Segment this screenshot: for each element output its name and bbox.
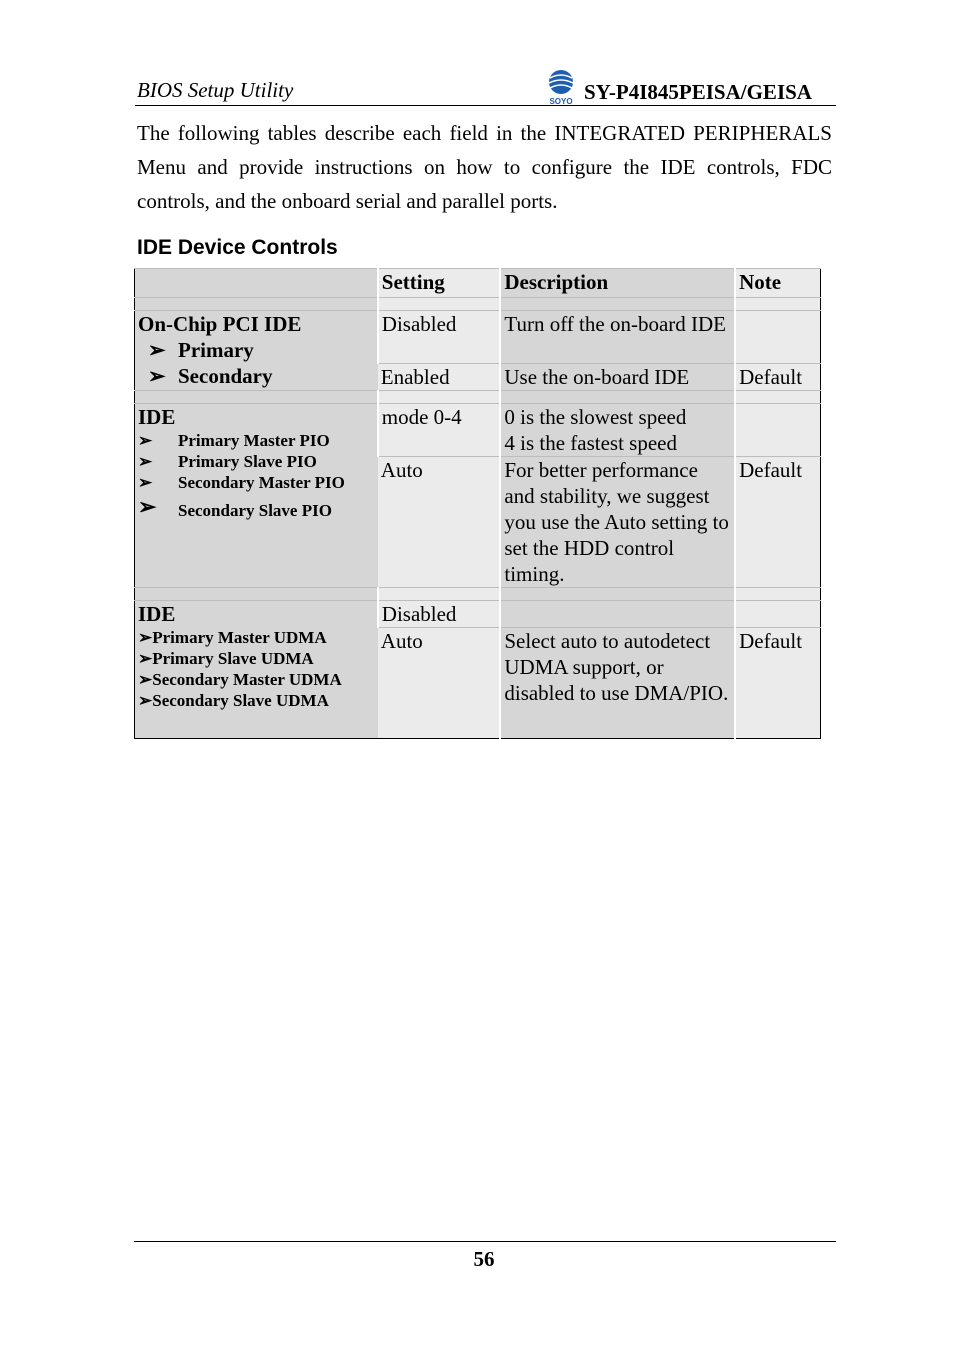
description-cell: For better performance and stability, we suggest you use the Auto setting to set the HDD control timing. xyxy=(500,457,735,588)
table-row xyxy=(135,311,821,364)
setting-cell: Enabled xyxy=(378,364,501,391)
table-row xyxy=(135,601,821,628)
setting-cell: Disabled xyxy=(378,311,501,364)
arrow-icon: ➢ xyxy=(138,649,153,668)
subitem: ➢ Primary Master PIO xyxy=(138,431,330,450)
note-cell: Default xyxy=(735,457,820,588)
header-feature xyxy=(135,269,378,298)
setting-cell: mode 0-4 xyxy=(378,404,501,457)
description-cell: 0 is the slowest speed 4 is the fastest speed xyxy=(500,404,735,457)
arrow-icon: ➢ xyxy=(148,364,166,388)
setting-cell: Auto xyxy=(378,457,501,588)
description-cell: Turn off the on-board IDE xyxy=(500,311,735,364)
description-cell: Select auto to autodetect UDMA support, or disabled to use DMA/PIO. xyxy=(500,628,735,739)
header-setting: Setting xyxy=(378,269,501,298)
note-cell xyxy=(735,404,820,457)
spacer-row xyxy=(135,588,821,601)
subitem: ➢Primary Master UDMA xyxy=(138,628,327,647)
subitem: ➢ Primary xyxy=(148,338,254,362)
feature-name: IDE xyxy=(138,602,176,626)
spacer-row xyxy=(135,391,821,404)
feature-cell xyxy=(135,601,378,739)
table-row xyxy=(135,404,821,457)
arrow-icon: ➢ xyxy=(138,494,157,519)
feature-cell xyxy=(135,311,378,391)
page-number: 56 xyxy=(473,1247,495,1271)
subitem: ➢ Secondary Master PIO xyxy=(138,473,345,492)
subitem: ➢ Secondary xyxy=(148,364,273,388)
svg-text:SOYO: SOYO xyxy=(549,97,573,106)
arrow-icon: ➢ xyxy=(148,338,166,362)
setting-cell: Disabled xyxy=(378,601,501,628)
note-cell: Default xyxy=(735,364,820,391)
subitem: ➢ Secondary Slave PIO xyxy=(138,494,332,520)
subitem: ➢Primary Slave UDMA xyxy=(138,649,314,668)
section-title: IDE Device Controls xyxy=(137,236,338,259)
header-divider xyxy=(135,105,836,106)
ide-device-controls-table xyxy=(134,268,821,739)
intro-paragraph: The following tables describe each field in the INTEGRATED PERIPHERALS Menu and provide instructions on how to configure the IDE controls, FDC controls, and the onboard serial and parallel ports. xyxy=(137,121,832,213)
soyo-logo-icon xyxy=(544,68,578,106)
subitem: ➢Secondary Slave UDMA xyxy=(138,691,329,710)
arrow-icon: ➢ xyxy=(138,473,153,492)
description-cell xyxy=(500,601,735,628)
arrow-icon: ➢ xyxy=(138,431,153,450)
arrow-icon: ➢ xyxy=(138,691,153,710)
setting-cell: Auto xyxy=(378,628,501,739)
spacer-row xyxy=(135,298,821,311)
note-cell xyxy=(735,311,820,364)
arrow-icon: ➢ xyxy=(138,670,153,689)
header-note: Note xyxy=(735,269,820,298)
feature-cell xyxy=(135,404,378,588)
model-name: SY-P4I845PEISA/GEISA xyxy=(584,80,812,104)
feature-name: On-Chip PCI IDE xyxy=(138,312,302,336)
note-cell: Default xyxy=(735,628,820,739)
note-cell xyxy=(735,601,820,628)
arrow-icon: ➢ xyxy=(138,628,153,647)
subitem: ➢ Primary Slave PIO xyxy=(138,452,317,471)
description-cell: Use the on-board IDE xyxy=(500,364,735,391)
arrow-icon: ➢ xyxy=(138,452,153,471)
footer-divider xyxy=(134,1241,836,1242)
header-title: BIOS Setup Utility xyxy=(137,78,294,102)
table-header-row xyxy=(135,269,821,298)
subitem: ➢Secondary Master UDMA xyxy=(138,670,342,689)
header-description: Description xyxy=(500,269,735,298)
header-brand xyxy=(544,68,812,106)
feature-name: IDE xyxy=(138,405,176,429)
